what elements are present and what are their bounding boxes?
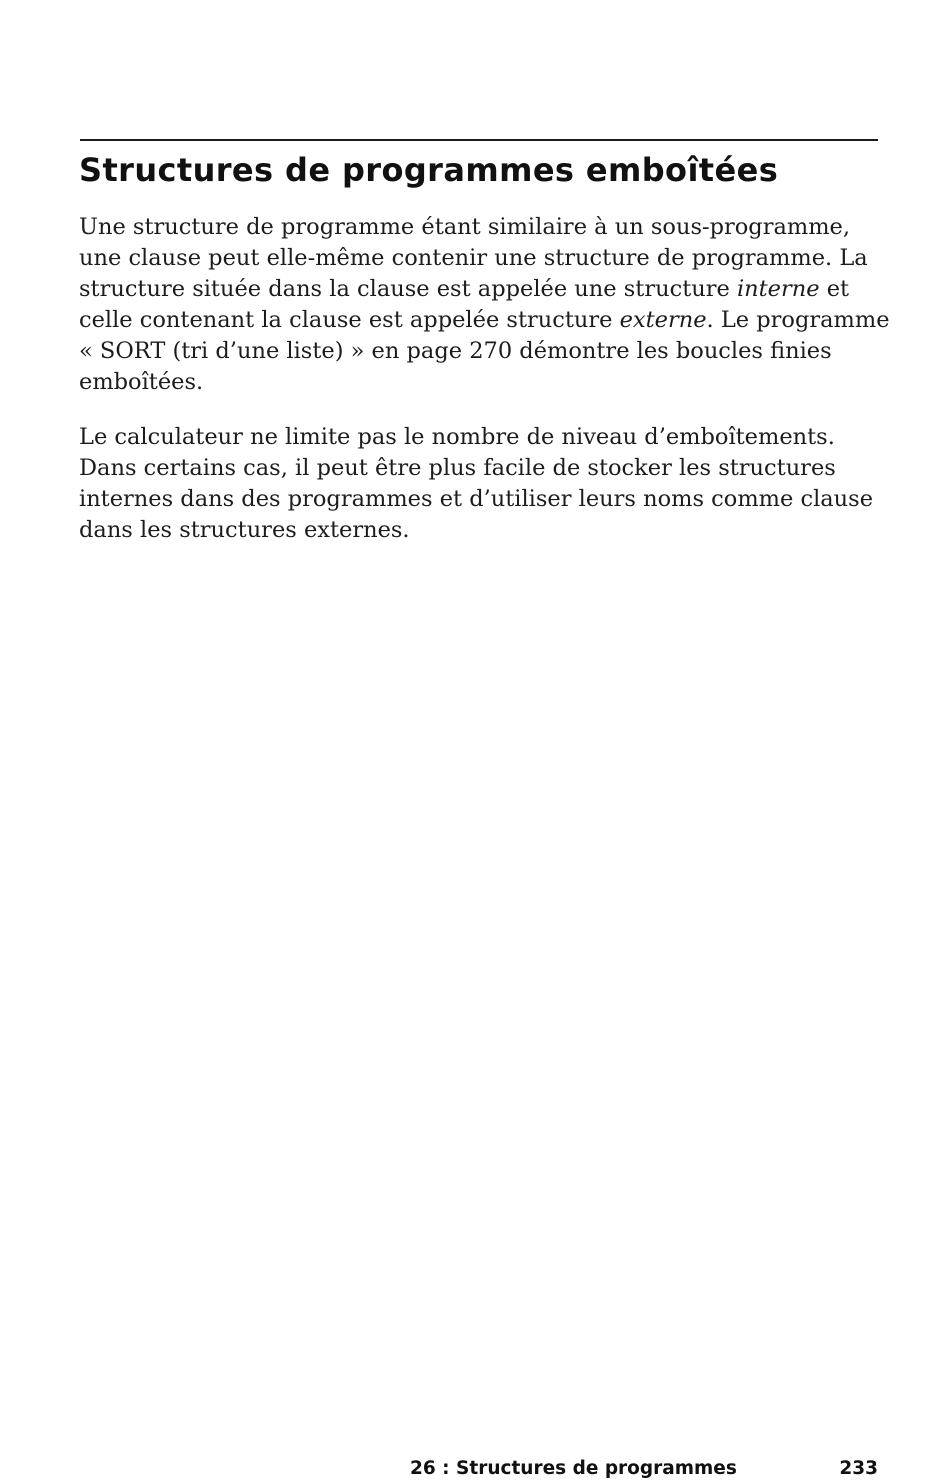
- paragraph-line: [79, 274, 877, 305]
- paragraph-line: Le calculateur ne limite pas le nombre de niveau d’emboîtements.: [79, 424, 835, 450]
- paragraph-line: emboîtées.: [79, 369, 204, 395]
- paragraph-line: une clause peut elle-même contenir une structure de programme. La: [79, 245, 868, 271]
- text-run: . Le programme: [706, 307, 890, 333]
- paragraph-1: [79, 212, 890, 398]
- paragraph-line: Une structure de programme étant similaire à un sous-programme,: [79, 214, 851, 240]
- header-rule: [80, 139, 878, 141]
- text-run: celle contenant la clause est appelée structure: [79, 307, 620, 333]
- paragraph-line: Dans certains cas, il peut être plus facile de stocker les structures: [79, 455, 836, 481]
- footer-chapter: 26 : Structures de programmes: [410, 1458, 737, 1479]
- paragraph-line: [79, 305, 890, 336]
- emphasis-interne: interne: [736, 276, 820, 302]
- section-title: Structures de programmes emboîtées: [79, 151, 779, 189]
- page-number: 233: [839, 1458, 878, 1479]
- paragraph-2: [79, 422, 877, 546]
- page-footer: [410, 1456, 878, 1482]
- paragraph-line: « SORT (tri d’une liste) » en page 270 démontre les boucles finies: [79, 338, 832, 364]
- emphasis-externe: externe: [619, 307, 707, 333]
- text-run: structure située dans la clause est appelée une structure: [79, 276, 737, 302]
- paragraph-line: internes dans des programmes et d’utiliser leurs noms comme clause: [79, 486, 874, 512]
- paragraph-line: dans les structures externes.: [79, 517, 410, 543]
- text-run: et: [819, 276, 850, 302]
